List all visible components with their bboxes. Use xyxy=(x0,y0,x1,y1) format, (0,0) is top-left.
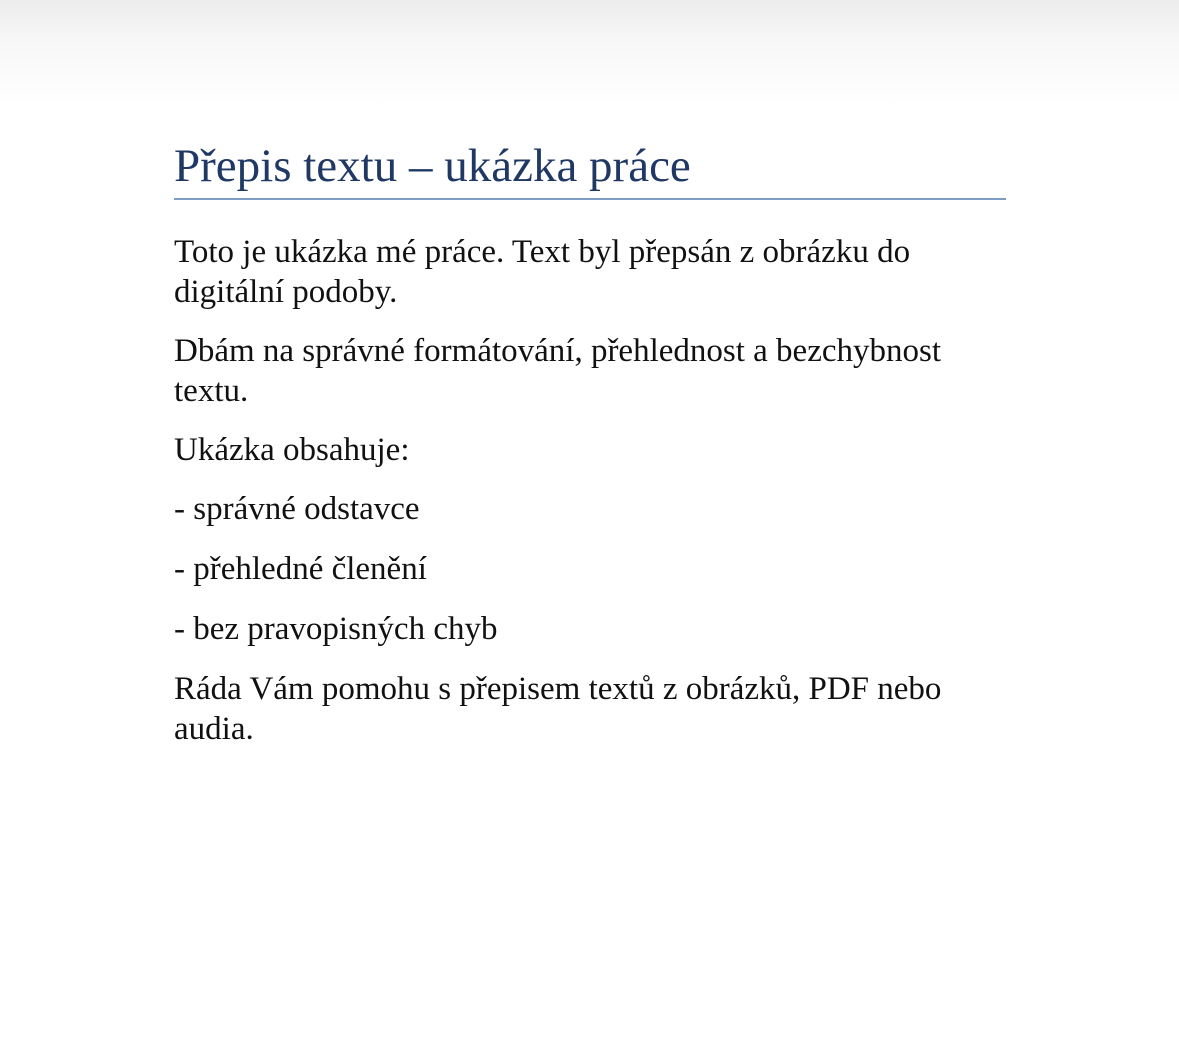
document-body xyxy=(174,232,1006,749)
list-item: - bez pravopisných chyb xyxy=(174,611,498,647)
paragraph-intro: Toto je ukázka mé práce. Text byl přepsán z obrázku do digitální podoby. xyxy=(174,234,911,310)
paragraph-closing: Ráda Vám pomohu s přepisem textů z obrázků, PDF nebo audia. xyxy=(174,671,942,747)
list-item: - správné odstavce xyxy=(174,491,420,527)
list-item: - přehledné členění xyxy=(174,551,427,587)
paragraph-formatting: Dbám na správné formátování, přehlednost a bezchybnost textu. xyxy=(174,333,942,409)
paragraph-contents-heading: Ukázka obsahuje: xyxy=(174,432,410,468)
document-content xyxy=(174,140,1006,768)
contents-list xyxy=(174,489,1006,649)
document-title: Přepis textu – ukázka práce xyxy=(174,140,1006,200)
